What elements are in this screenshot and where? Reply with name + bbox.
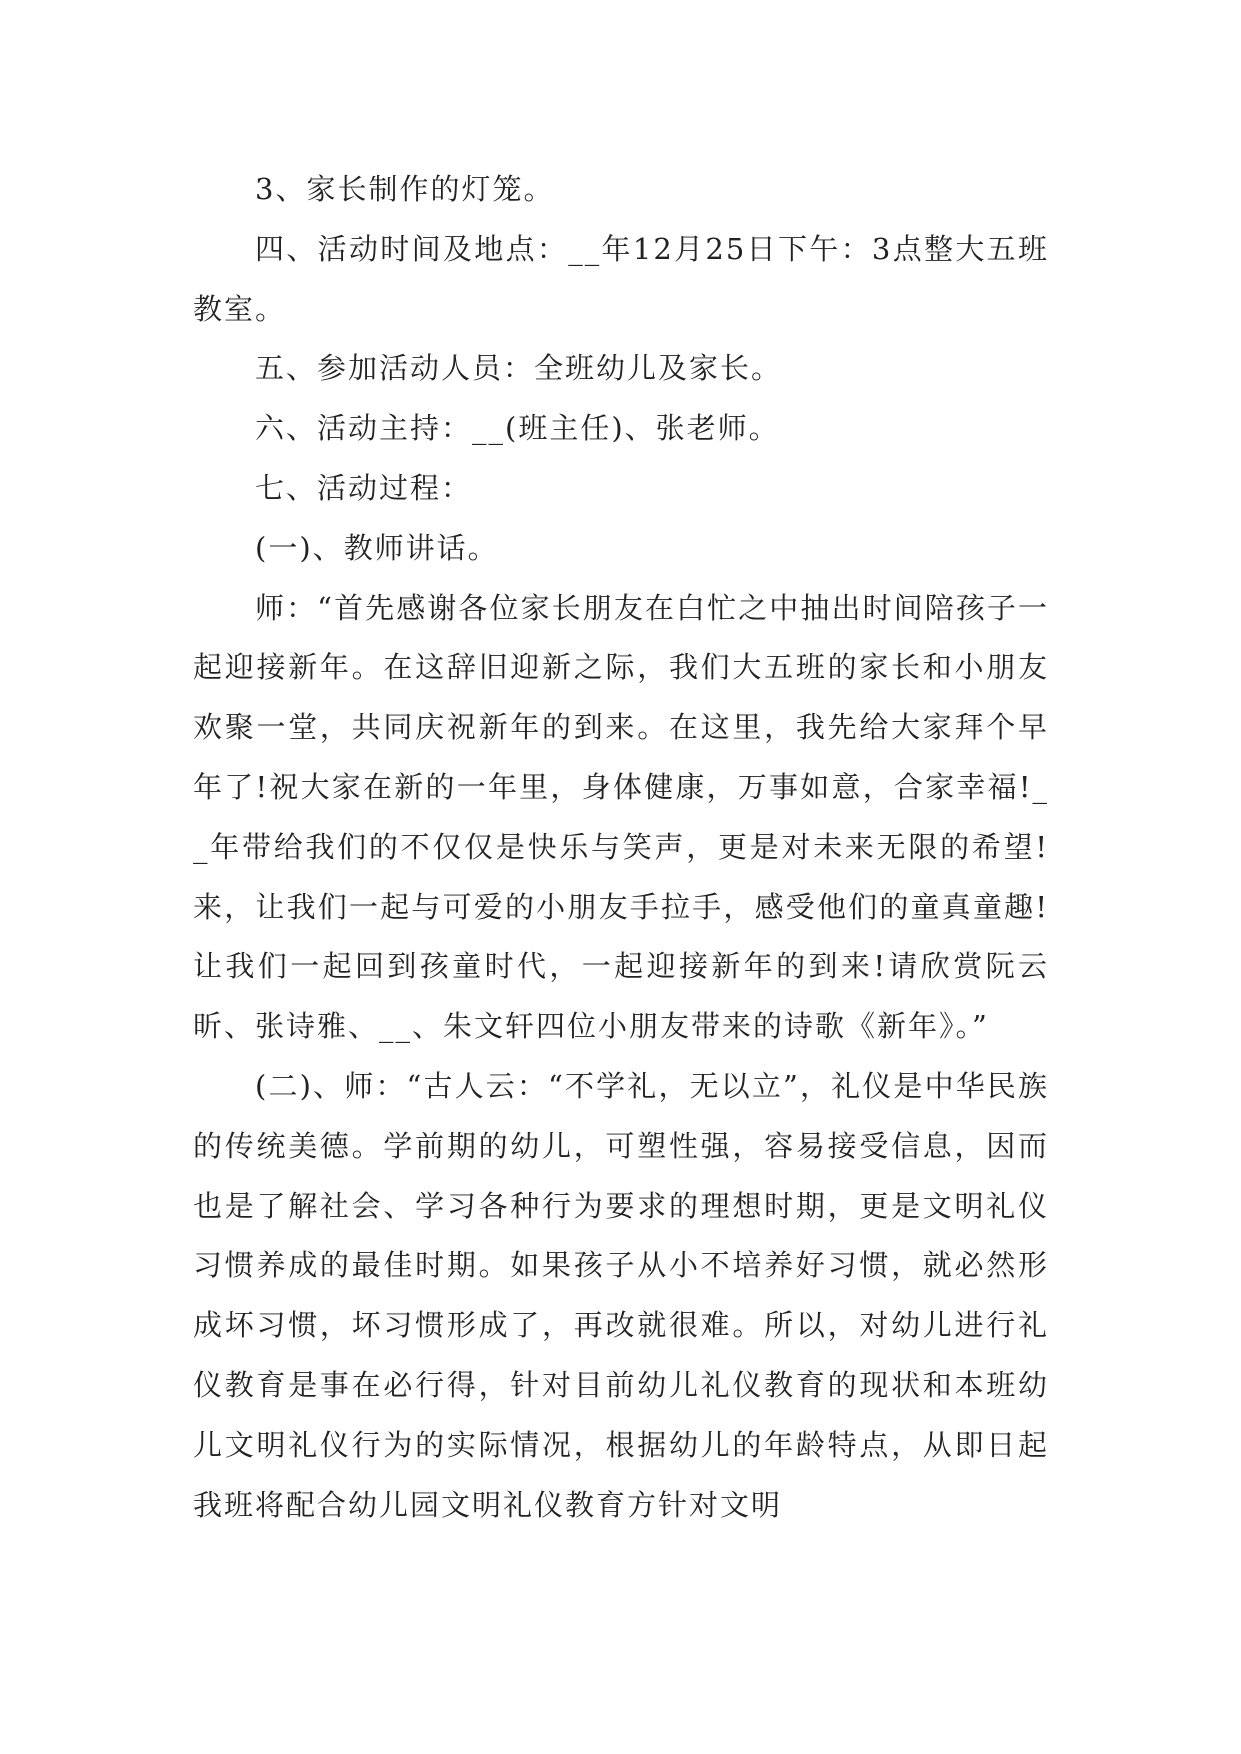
paragraph-teacher-speech-body: 师：“首先感谢各位家长朋友在白忙之中抽出时间陪孩子一起迎接新年。在这辞旧迎新之际，我们大五班的家长和小朋友欢聚一堂，共同庆祝新年的到来。在这里，我先给大家拜个早年了!祝大家在新的一年里，身体健康，万事如意，合家幸福!__年带给我们的不仅仅是快乐与笑声，更是对未来无限的希望!来，让我们一起与可爱的小朋友手拉手，感受他们的童真童趣!让我们一起回到孩童时代，一起迎接新年的到来!请欣赏阮云昕、张诗雅、__、朱文轩四位小朋友带来的诗歌《新年》。” (193, 590, 1049, 1044)
document-body (193, 160, 1049, 1535)
paragraph-item-3: 3、家长制作的灯笼。 (255, 172, 555, 206)
paragraph-step-1-teacher-speech: (一)、教师讲话。 (255, 530, 499, 565)
paragraph-step-2-etiquette: (二)、师：“古人云：“不学礼，无以立”，礼仪是中华民族的传统美德。学前期的幼儿，可塑性强，容易接受信息，因而也是了解社会、学习各种行为要求的理想时期，更是文明礼仪习惯养成的最佳时期。如果孩子从小不培养好习惯，就必然形成坏习惯，坏习惯形成了，再改就很难。所以，对幼儿进行礼仪教育是事在必行得，针对目前幼儿礼仪教育的现状和本班幼儿文明礼仪行为的实际情况，根据幼儿的年龄特点，从即日起我班将配合幼儿园文明礼仪教育方针对文明 (193, 1068, 1049, 1522)
paragraph-section-4-time-location: 四、活动时间及地点：__年12月25日下午：3点整大五班教室。 (193, 231, 1049, 326)
paragraph-section-7-process: 七、活动过程： (255, 470, 473, 505)
paragraph-section-6-host: 六、活动主持：__(班主任)、张老师。 (255, 411, 780, 446)
paragraph-section-5-participants: 五、参加活动人员：全班幼儿及家长。 (255, 351, 783, 386)
